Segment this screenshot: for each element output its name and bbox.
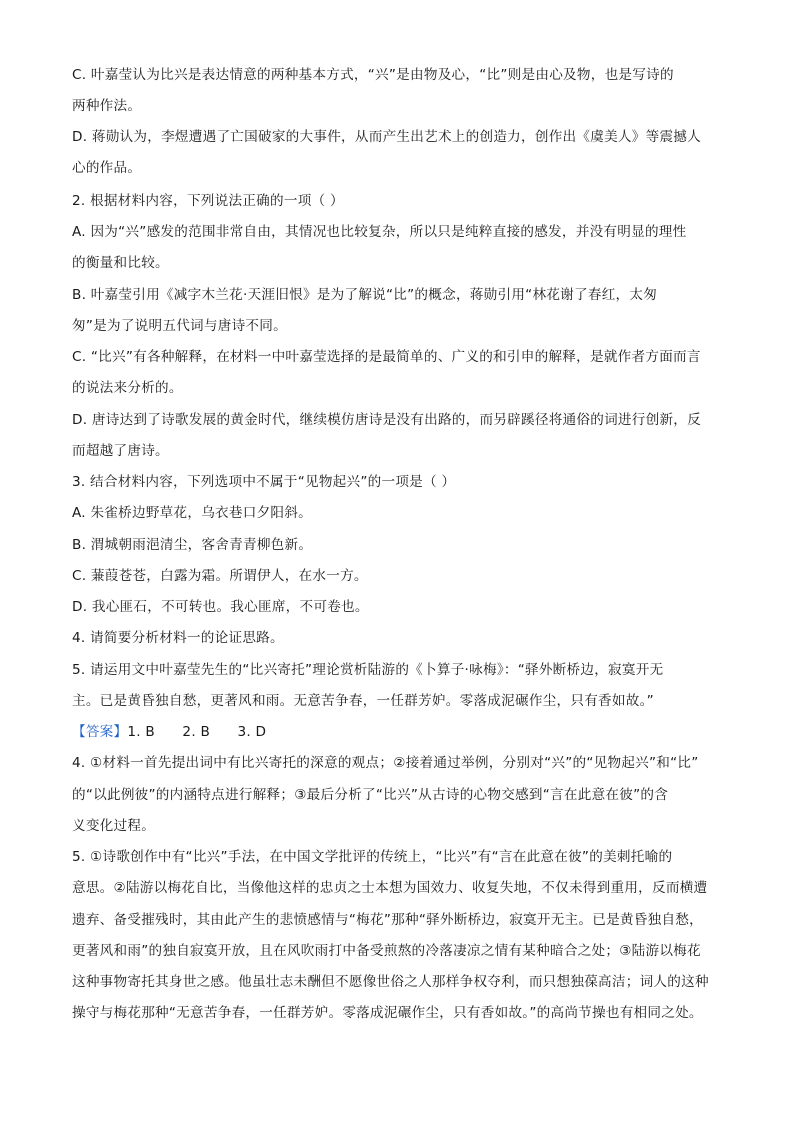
q2-option-c-line2: 的说法来分析的。 bbox=[72, 380, 183, 396]
answer-5-line6: 操守与梅花那种“无意苦争春，一任群芳妒。零落成泥碾作尘，只有香如故。”的高尚节操也有相同之处。 bbox=[72, 1005, 703, 1021]
q1-option-d-line1: D. 蒋勋认为，李煜遭遇了亡国破家的大事件，从而产生出艺术上的创造力，创作出《虞美人》等震撼人 bbox=[72, 129, 701, 145]
answer-5-line3: 遗弃、备受摧残时，其由此产生的悲愤感情与“梅花”那种“驿外断桥边，寂寞开无主。已是黄昏独自愁， bbox=[72, 912, 703, 928]
answer-4-line3: 义变化过程。 bbox=[72, 818, 156, 834]
q1-option-d-line2: 心的作品。 bbox=[72, 160, 142, 176]
q3-option-c: C. 蒹葭苍苍，白露为霜。所谓伊人，在水一方。 bbox=[72, 568, 368, 584]
q5-stem-line2: 主。已是黄昏独自愁，更著风和雨。无意苦争春，一任群芳妒。零落成泥碾作尘，只有香如故。” bbox=[72, 693, 654, 709]
q1-option-c-line1: C. 叶嘉莹认为比兴是表达情意的两种基本方式，“兴”是由物及心，“比”则是由心及物，也是写诗的 bbox=[72, 67, 674, 83]
q2-stem: 2. 根据材料内容，下列说法正确的一项（ ） bbox=[72, 193, 344, 209]
q1-option-c-line2: 两种作法。 bbox=[72, 98, 142, 114]
answer-label: 【答案】 bbox=[72, 724, 128, 740]
q5-stem-line1: 5. 请运用文中叶嘉莹先生的“比兴寄托”理论赏析陆游的《卜算子·咏梅》：“驿外断桥边，寂寞开无 bbox=[72, 662, 664, 678]
answer-5-line4: 更著风和雨”的独自寂寞开放，且在风吹雨打中备受煎熬的冷落凄凉之情有某种暗合之处；③陆游以梅花 bbox=[72, 943, 701, 959]
q2-option-d-line2: 而超越了唐诗。 bbox=[72, 443, 169, 459]
q2-option-b-line1: B. 叶嘉莹引用《减字木兰花·天涯旧恨》是为了解说“比”的概念，蒋勋引用“林花谢了春红，太匆 bbox=[72, 287, 658, 303]
q2-option-b-line2: 匆”是为了说明五代词与唐诗不同。 bbox=[72, 318, 287, 334]
answer-5-line5: 这种事物寄托其身世之感。他虽壮志未酬但不愿像世俗之人那样争权夺利，而只想独葆高洁；词人的这种 bbox=[72, 974, 709, 990]
q3-stem: 3. 结合材料内容，下列选项中不属于“见物起兴”的一项是（ ） bbox=[72, 474, 456, 490]
q3-option-d: D. 我心匪石，不可转也。我心匪席，不可卷也。 bbox=[72, 599, 369, 615]
q2-option-d-line1: D. 唐诗达到了诗歌发展的黄金时代，继续模仿唐诗是没有出路的，而另辟蹊径将通俗的词进行创新，反 bbox=[72, 412, 701, 428]
answer-4-line2: 的“以此例彼”的内涵特点进行解释；③最后分析了“比兴”从古诗的心物交感到“言在此意在彼”的含 bbox=[72, 787, 669, 803]
q2-option-c-line1: C. “比兴”有各种解释，在材料一中叶嘉莹选择的是最简单的、广义的和引申的解释，是就作者方面而言 bbox=[72, 349, 701, 365]
answer-choices-row bbox=[72, 723, 266, 741]
q3-option-b: B. 渭城朝雨浥清尘，客舍青青柳色新。 bbox=[72, 537, 313, 553]
q2-option-a-line2: 的衡量和比较。 bbox=[72, 255, 169, 271]
q2-option-a-line1: A. 因为“兴”感发的范围非常自由，其情况也比较复杂，所以只是纯粹直接的感发，并没有明显的理性 bbox=[72, 224, 687, 240]
answer-choices: 1. B 2. B 3. D bbox=[127, 724, 267, 740]
answer-4-line1: 4. ①材料一首先提出词中有比兴寄托的深意的观点；②接着通过举例，分别对“兴”的“见物起兴”和“比” bbox=[72, 755, 699, 771]
answer-5-line1: 5. ①诗歌创作中有“比兴”手法，在中国文学批评的传统上，“比兴”有“言在此意在彼”的美刺托喻的 bbox=[72, 849, 673, 865]
q4-stem: 4. 请简要分析材料一的论证思路。 bbox=[72, 630, 284, 646]
answer-5-line2: 意思。②陆游以梅花自比，当像他这样的忠贞之士本想为国效力、收复失地，不仅未得到重用，反而横遭 bbox=[72, 880, 708, 896]
q3-option-a: A. 朱雀桥边野草花，乌衣巷口夕阳斜。 bbox=[72, 505, 312, 521]
